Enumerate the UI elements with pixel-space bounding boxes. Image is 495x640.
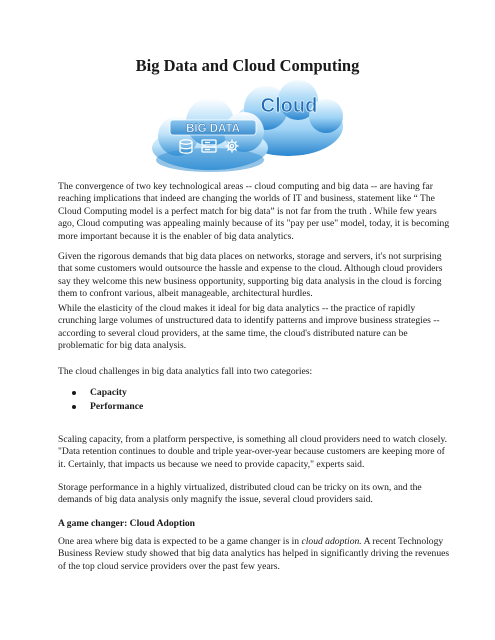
page-title: Big Data and Cloud Computing [135,56,360,75]
cloud-word: Cloud [260,95,318,117]
paragraph-elasticity: While the elasticity of the cloud makes it ideal for big data analytics -- the practice of rapidly crunching large volumes of unstructured data to identify patterns and improve business strategies -- according to several cloud providers, at the same time, the cloud's distributed nature can be problematic for big data analysis. [58,303,440,352]
section-heading: A game changer: Cloud Adoption [58,518,195,529]
paragraph-scaling: Scaling capacity, from a platform perspective, is something all cloud providers need to watch closely. "Data retention continues to double and triple year-over-year because customers are keeping more of it. Certainly, that impacts us because we need to provide capacity," experts said. [58,434,448,470]
category-capacity: Capacity [90,387,127,398]
list-item [58,386,143,400]
paragraph-text: A recent Technology Business Review study showed that big data analytics has helped in significantly driving the revenues of the top cloud service providers over the past few years. [58,536,450,572]
paragraph-convergence: The convergence of two key technological areas -- cloud computing and big data -- are having far reaching implications that indeed are changing the worlds of IT and business, statement like “ The Cloud Computing model is a perfect match for big data” is not far from the truth . While few years ago, Cloud computing was appealing mainly because of its "pay per use" model, today, it is becoming more important because it is the enabler of big data analytics. [58,181,450,242]
paragraph-storage: Storage performance in a highly virtualized, distributed cloud can be tricky on its own, and the demands of big data analysis only magnify the issue, several cloud providers said. [58,482,422,506]
italic-phrase: cloud adoption. [301,536,362,547]
paragraph-categories-intro: The cloud challenges in big data analytics fall into two categories: [58,366,313,377]
list-item [58,400,143,414]
paragraph-demands: Given the rigorous demands that big data places on networks, storage and servers, it's not surprising that some customers would outsource the hassle and expense to the cloud. Although cloud providers say they welcome this new business opportunity, supporting big data analysis in the cloud is forcing them to confront various, albeit manageable, architectural hurdles. [58,251,443,300]
paragraph-game-changer [58,536,450,573]
big-data-cloud-illustration [148,78,346,174]
bullet-icon [72,391,76,395]
category-performance: Performance [90,400,144,412]
bullet-icon [72,405,76,409]
categories-list [58,386,143,413]
banner-word: BIG DATA [186,123,240,135]
paragraph-text: One area where big data is expected to be a game changer is in [58,536,302,547]
